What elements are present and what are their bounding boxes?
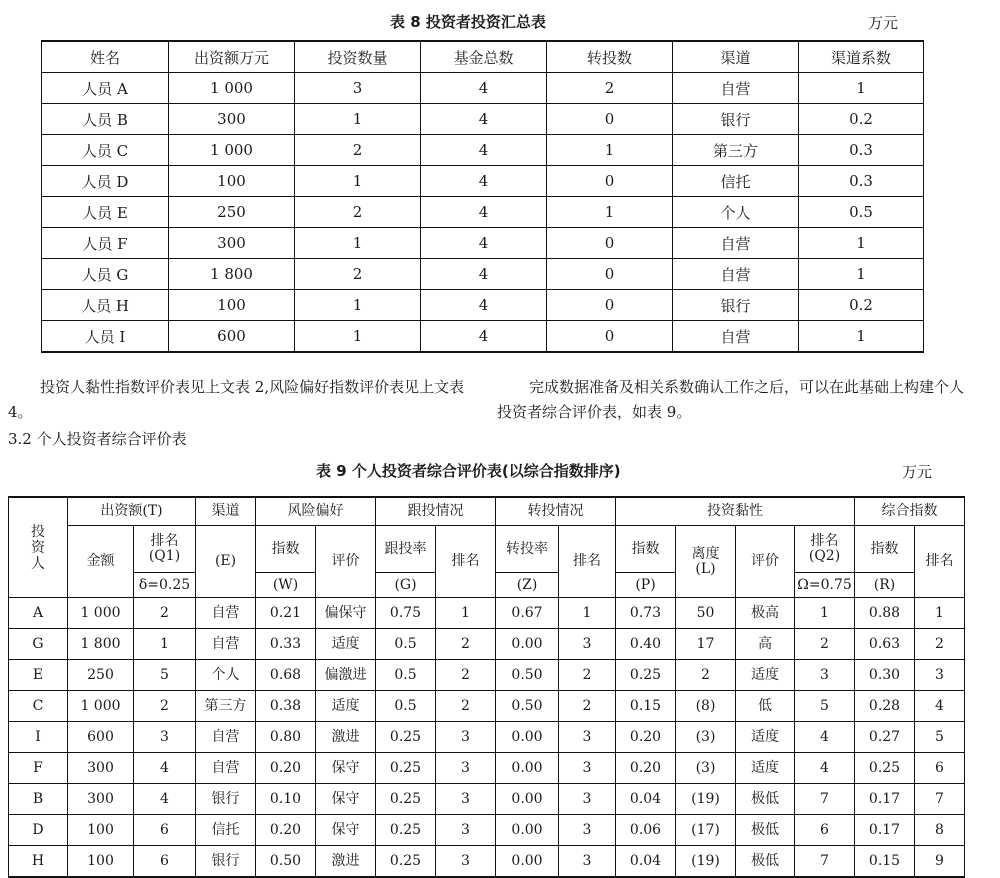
table8-caption: 表 8 投资者投资汇总表: [390, 13, 546, 31]
table-cell: 自营: [196, 722, 256, 753]
table-cell: 0.28: [855, 691, 915, 722]
header-follow: 跟投情况: [376, 497, 496, 526]
table-row: [42, 259, 924, 290]
table-cell: 2: [547, 73, 673, 104]
table-cell: 1 000: [68, 598, 134, 629]
table-row: [9, 629, 965, 660]
table-row: [42, 104, 924, 135]
table-cell: 3: [559, 784, 616, 815]
table-cell: 1: [547, 135, 673, 166]
table-cell: 4: [421, 135, 547, 166]
table-cell: 2: [134, 691, 196, 722]
column-header: 出资额万元: [169, 41, 295, 73]
table-row: [9, 722, 965, 753]
table-cell: 1 000: [169, 73, 295, 104]
table-cell: 3: [436, 722, 496, 753]
table-cell: 1: [795, 598, 855, 629]
table-cell: 0.00: [496, 846, 559, 878]
table-cell: 自营: [673, 321, 799, 353]
paragraph-left: 投资人黏性指数评价表见上文表 2,风险偏好指数评价表见上文表 4。: [8, 378, 465, 421]
table-cell: 2: [559, 691, 616, 722]
table-row: [42, 135, 924, 166]
table-cell: 0: [547, 259, 673, 290]
table-cell: 50: [676, 598, 736, 629]
table-cell: 0.3: [799, 166, 924, 197]
column-header: 渠道: [673, 41, 799, 73]
column-header: 基金总数: [421, 41, 547, 73]
table-cell: 2: [436, 691, 496, 722]
table-cell: 自营: [196, 629, 256, 660]
table-cell: 个人: [196, 660, 256, 691]
table-cell: 自营: [196, 753, 256, 784]
table-cell: 0.15: [616, 691, 676, 722]
table-row: [42, 228, 924, 259]
table-cell: 极低: [736, 784, 795, 815]
table-cell: 0.20: [256, 815, 316, 846]
table-cell: 2: [295, 135, 421, 166]
table-cell: 人员 I: [42, 321, 169, 353]
section-heading: 3.2 个人投资者综合评价表: [8, 430, 187, 448]
table-cell: 极低: [736, 815, 795, 846]
header-follow-rank: 排名: [436, 526, 496, 598]
table-cell: A: [9, 598, 68, 629]
table-cell: 0.04: [616, 846, 676, 878]
table-row: [9, 753, 965, 784]
table-cell: 4: [795, 753, 855, 784]
table-cell: 低: [736, 691, 795, 722]
header-rank-q2: 排名(Q2): [795, 526, 855, 573]
table-cell: 适度: [736, 722, 795, 753]
table-cell: 3: [295, 73, 421, 104]
table-cell: B: [9, 784, 68, 815]
table-cell: 第三方: [673, 135, 799, 166]
table-cell: 0.40: [616, 629, 676, 660]
table-cell: 0.25: [376, 753, 436, 784]
table-cell: 100: [68, 846, 134, 878]
table-cell: 600: [68, 722, 134, 753]
table-cell: (17): [676, 815, 736, 846]
table-cell: 4: [795, 722, 855, 753]
table-row: [42, 166, 924, 197]
table-cell: 4: [421, 228, 547, 259]
header-composite-index: 指数: [855, 526, 915, 573]
table-cell: 0.04: [616, 784, 676, 815]
table-row: [9, 784, 965, 815]
table-cell: 6: [134, 815, 196, 846]
table-cell: 6: [915, 753, 965, 784]
table-cell: 1 000: [68, 691, 134, 722]
table-cell: (8): [676, 691, 736, 722]
table-cell: 0.5: [376, 691, 436, 722]
table-cell: 3: [559, 846, 616, 878]
table-cell: 2: [436, 629, 496, 660]
table-cell: 1: [295, 228, 421, 259]
table-cell: 0.2: [799, 104, 924, 135]
table-cell: 银行: [673, 290, 799, 321]
table-cell: 2: [915, 629, 965, 660]
header-capital: 出资额(T): [68, 497, 196, 526]
table-cell: 1: [799, 73, 924, 104]
table-cell: 0.00: [496, 815, 559, 846]
table-cell: 4: [915, 691, 965, 722]
table-cell: 7: [795, 846, 855, 878]
table-cell: 1: [915, 598, 965, 629]
table-cell: 17: [676, 629, 736, 660]
table-cell: 3: [915, 660, 965, 691]
table-cell: 7: [915, 784, 965, 815]
table-cell: 0.17: [855, 784, 915, 815]
header-amount: 金额: [68, 526, 134, 598]
header-r: (R): [855, 573, 915, 598]
table-cell: 6: [134, 846, 196, 878]
table-cell: 0.25: [376, 784, 436, 815]
table-cell: 1 000: [169, 135, 295, 166]
table-row: [9, 598, 965, 629]
table-cell: 人员 D: [42, 166, 169, 197]
table-cell: G: [9, 629, 68, 660]
table-cell: 7: [795, 784, 855, 815]
header-delta: δ=0.25: [134, 573, 196, 598]
table-cell: 第三方: [196, 691, 256, 722]
table-cell: 1: [295, 166, 421, 197]
table-cell: 0.30: [855, 660, 915, 691]
table-cell: 3: [795, 660, 855, 691]
table-cell: 250: [169, 197, 295, 228]
header-w: (W): [256, 573, 316, 598]
table-cell: 0.10: [256, 784, 316, 815]
table-cell: 2: [795, 629, 855, 660]
header-stickiness-index: 指数: [616, 526, 676, 573]
table-cell: 偏保守: [316, 598, 376, 629]
table-cell: 0.21: [256, 598, 316, 629]
table8-unit: 万元: [868, 14, 899, 32]
table-cell: 1: [799, 228, 924, 259]
table-cell: 自营: [196, 598, 256, 629]
table-cell: 4: [421, 259, 547, 290]
table-cell: 自营: [673, 259, 799, 290]
table-cell: 0.00: [496, 629, 559, 660]
table-cell: 0.25: [616, 660, 676, 691]
table-cell: 保守: [316, 815, 376, 846]
header-deviation: 离度(L): [676, 526, 736, 598]
table-cell: 0.20: [616, 753, 676, 784]
table-cell: 信托: [673, 166, 799, 197]
table-cell: 极低: [736, 846, 795, 878]
table-cell: 适度: [316, 691, 376, 722]
table-cell: 300: [68, 784, 134, 815]
header-transfer-rank: 排名: [559, 526, 616, 598]
table-cell: 5: [795, 691, 855, 722]
table-cell: 4: [421, 166, 547, 197]
table-row: [42, 73, 924, 104]
table-cell: 0.75: [376, 598, 436, 629]
table-cell: 0.25: [376, 722, 436, 753]
table-row: [42, 197, 924, 228]
table-cell: 5: [915, 722, 965, 753]
header-risk: 风险偏好: [256, 497, 376, 526]
table-cell: (19): [676, 846, 736, 878]
header-investor: 投资人: [9, 497, 68, 598]
header-rank-q1: 排名(Q1): [134, 526, 196, 573]
table-cell: 9: [915, 846, 965, 878]
table-cell: 0: [547, 290, 673, 321]
table-cell: 人员 F: [42, 228, 169, 259]
table-cell: 1: [799, 259, 924, 290]
table-cell: 2: [295, 197, 421, 228]
table-cell: 1: [295, 104, 421, 135]
table-cell: 银行: [673, 104, 799, 135]
table-cell: 600: [169, 321, 295, 353]
header-omega: Ω=0.75: [795, 573, 855, 598]
table-header-row: [42, 41, 924, 73]
table-cell: 1: [134, 629, 196, 660]
table-cell: (3): [676, 753, 736, 784]
table-cell: 人员 H: [42, 290, 169, 321]
table-cell: 0.06: [616, 815, 676, 846]
table-cell: 0: [547, 104, 673, 135]
table-cell: 3: [436, 753, 496, 784]
table-cell: 人员 A: [42, 73, 169, 104]
table-cell: 3: [559, 753, 616, 784]
table-cell: 信托: [196, 815, 256, 846]
table-cell: 300: [68, 753, 134, 784]
column-header: 转投数: [547, 41, 673, 73]
header-transfer: 转投情况: [496, 497, 616, 526]
table-cell: 0.00: [496, 722, 559, 753]
table9-caption: 表 9 个人投资者综合评价表(以综合指数排序): [316, 462, 621, 480]
table-cell: 0.68: [256, 660, 316, 691]
table-cell: 人员 B: [42, 104, 169, 135]
table-cell: 6: [795, 815, 855, 846]
table-row: [9, 846, 965, 878]
table-cell: 激进: [316, 846, 376, 878]
table-cell: 0.38: [256, 691, 316, 722]
table-row: [9, 660, 965, 691]
table-cell: 自营: [673, 73, 799, 104]
table-cell: 300: [169, 104, 295, 135]
table-cell: 适度: [316, 629, 376, 660]
table-cell: 0.67: [496, 598, 559, 629]
table-cell: 0.73: [616, 598, 676, 629]
table-cell: 1: [295, 321, 421, 353]
header-risk-index: 指数: [256, 526, 316, 573]
table9-unit: 万元: [902, 463, 933, 481]
table-cell: 0.50: [496, 691, 559, 722]
table-cell: 2: [436, 660, 496, 691]
table-cell: 4: [134, 753, 196, 784]
table-cell: 人员 E: [42, 197, 169, 228]
table-cell: D: [9, 815, 68, 846]
table-cell: 0.88: [855, 598, 915, 629]
header-channel-e: (E): [196, 526, 256, 598]
table-cell: 0.5: [799, 197, 924, 228]
table-cell: H: [9, 846, 68, 878]
table-cell: 4: [421, 104, 547, 135]
header-composite: 综合指数: [855, 497, 965, 526]
table-cell: C: [9, 691, 68, 722]
table-cell: 3: [559, 629, 616, 660]
table-cell: 0.25: [376, 815, 436, 846]
table-cell: 2: [134, 598, 196, 629]
table-cell: 4: [421, 290, 547, 321]
table-cell: 0.5: [376, 629, 436, 660]
table-cell: 4: [421, 73, 547, 104]
table-cell: 0: [547, 228, 673, 259]
table-cell: 3: [436, 846, 496, 878]
table-cell: 人员 G: [42, 259, 169, 290]
header-g: (G): [376, 573, 436, 598]
table-cell: 保守: [316, 784, 376, 815]
table-cell: 0: [547, 321, 673, 353]
table-cell: 4: [421, 197, 547, 228]
table-cell: 个人: [673, 197, 799, 228]
table-cell: 自营: [673, 228, 799, 259]
table-cell: 1: [559, 598, 616, 629]
header-risk-evaluation: 评价: [316, 526, 376, 598]
table-cell: 0.20: [616, 722, 676, 753]
table-cell: 0.25: [855, 753, 915, 784]
header-p: (P): [616, 573, 676, 598]
column-header: 投资数量: [295, 41, 421, 73]
table-cell: 4: [134, 784, 196, 815]
table-cell: 0.00: [496, 753, 559, 784]
header-stickiness-evaluation: 评价: [736, 526, 795, 598]
table-cell: 0.80: [256, 722, 316, 753]
table-cell: I: [9, 722, 68, 753]
table-cell: 1: [799, 321, 924, 353]
table-cell: 银行: [196, 784, 256, 815]
table-cell: 0: [547, 166, 673, 197]
table-cell: (19): [676, 784, 736, 815]
table-row: [9, 691, 965, 722]
column-header: 渠道系数: [799, 41, 924, 73]
table-cell: 激进: [316, 722, 376, 753]
table-row: [42, 321, 924, 353]
table-cell: 0.00: [496, 784, 559, 815]
table-cell: 1: [436, 598, 496, 629]
table-cell: 100: [68, 815, 134, 846]
header-transfer-rate: 转投率: [496, 526, 559, 573]
table-row: [42, 290, 924, 321]
table-cell: 2: [676, 660, 736, 691]
table-cell: 1: [547, 197, 673, 228]
table-cell: 3: [559, 815, 616, 846]
table-cell: E: [9, 660, 68, 691]
table-cell: 0.63: [855, 629, 915, 660]
table-cell: F: [9, 753, 68, 784]
table-cell: 0.17: [855, 815, 915, 846]
table-cell: 3: [436, 784, 496, 815]
table-cell: 1 800: [68, 629, 134, 660]
table-cell: 0.50: [496, 660, 559, 691]
investor-evaluation-table: [8, 496, 965, 878]
table-cell: 0.3: [799, 135, 924, 166]
table-cell: 0.2: [799, 290, 924, 321]
table-cell: 0.20: [256, 753, 316, 784]
table-cell: 2: [559, 660, 616, 691]
table-cell: 偏激进: [316, 660, 376, 691]
table-cell: 3: [436, 815, 496, 846]
table-cell: 0.15: [855, 846, 915, 878]
table-cell: 300: [169, 228, 295, 259]
header-stickiness: 投资黏性: [616, 497, 855, 526]
table-cell: 0.5: [376, 660, 436, 691]
table-cell: 1 800: [169, 259, 295, 290]
table-cell: 高: [736, 629, 795, 660]
table-cell: 100: [169, 290, 295, 321]
header-z: (Z): [496, 573, 559, 598]
table-cell: 100: [169, 166, 295, 197]
table-cell: 0.33: [256, 629, 316, 660]
table-cell: 0.27: [855, 722, 915, 753]
table-cell: (3): [676, 722, 736, 753]
investor-summary-table: [41, 40, 924, 353]
header-follow-rate: 跟投率: [376, 526, 436, 573]
paragraph-right: 完成数据准备及相关系数确认工作之后，可以在此基础上构建个人投资者综合评价表，如表 9。: [497, 378, 965, 421]
table-cell: 适度: [736, 753, 795, 784]
table-cell: 极高: [736, 598, 795, 629]
table-cell: 250: [68, 660, 134, 691]
table-cell: 适度: [736, 660, 795, 691]
table-cell: 银行: [196, 846, 256, 878]
header-channel: 渠道: [196, 497, 256, 526]
header-composite-rank: 排名: [915, 526, 965, 598]
table-cell: 保守: [316, 753, 376, 784]
table-row: [9, 815, 965, 846]
table-cell: 3: [559, 722, 616, 753]
table-cell: 2: [295, 259, 421, 290]
table-cell: 0.25: [376, 846, 436, 878]
table-cell: 0.50: [256, 846, 316, 878]
table-cell: 4: [421, 321, 547, 353]
table-cell: 人员 C: [42, 135, 169, 166]
table-cell: 5: [134, 660, 196, 691]
table-cell: 3: [134, 722, 196, 753]
table-cell: 1: [295, 290, 421, 321]
column-header: 姓名: [42, 41, 169, 73]
table-cell: 8: [915, 815, 965, 846]
